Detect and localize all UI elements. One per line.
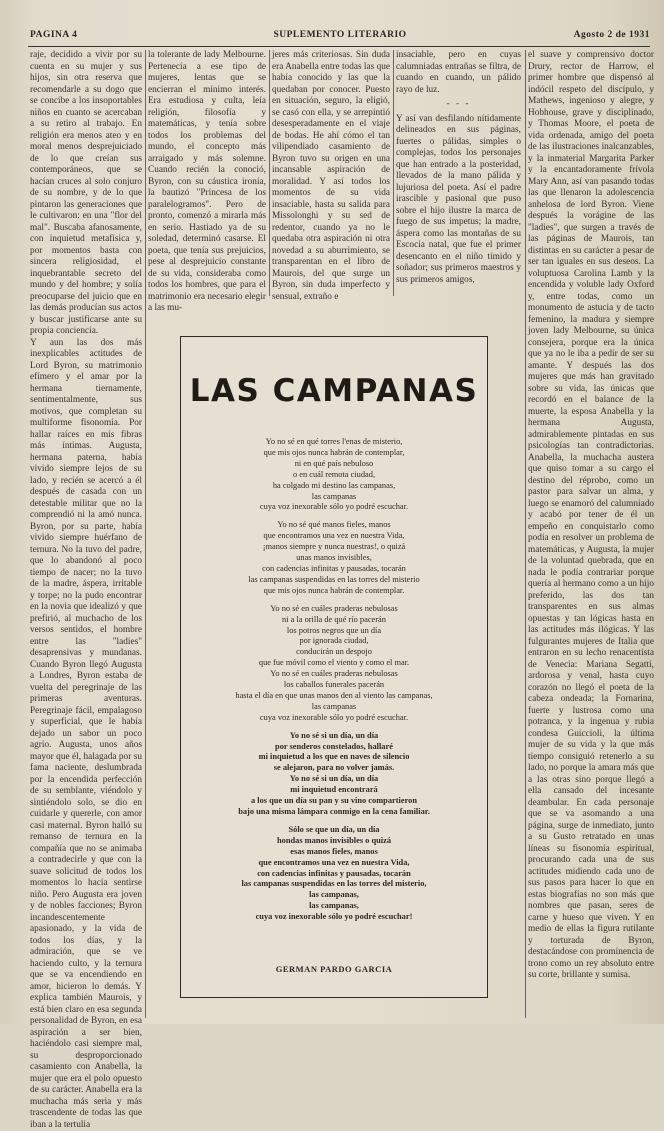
column-divider (269, 50, 270, 296)
poem-line: Sólo se que un día, un día (191, 825, 477, 836)
column-divider (145, 50, 146, 1018)
poem-title: LAS CAMPANAS (181, 373, 487, 409)
poem-line: los potros negros que un día (191, 626, 477, 637)
article-paragraph: raje, decidido a vivir por su cuenta en su mujer y sus hijos, sin otra reserva que recomendarle a su dogo que se concibe a los insoportables niños en cuanto se acercaban a su retiro al trabajo. En religión era menos ateo y en moral menos desprejuiciado de lo que creían sus contemporáneos, que se hacían cruces al solo conjuro de su nombre, y de lo que pintaron las generaciones que le cultivaron: en una "flor del mal". Buscaba afanosamente, con inquietud metafísica y, por momentos basta con sincera religiosidad, el inquebrantable secreto del mundo y del hombre; y solía preocuparse del juicio que en las demás producían sus actos y buscar justificarse ante su propia conciencia. (30, 50, 142, 338)
poem-line: Yo no sé si un día, un día (191, 774, 477, 785)
article-paragraph: el suave y comprensivo doctor Drury, rector de Harrow, el primer hombre que dispensó al indócil respeto del discípulo, y Mathews, ingenioso y alegre, y Hobhouse, grave y disciplinado, y Thomas Moore, el poeta de vida ordenada, amigo del poeta de las ilustraciones inalcanzables, y la inmaterial Margarita Parker y la encantadoramente frívola Mary Ann, así van pasando todas las que llenaron la adolescencia anhelosa de lord Byron. Viene después la vorágine de las "ladies", que surgen a través de las páginas de Maurois, tan distintas en su carácter a pesar de ser tan iguales en sus deseos. La voluptuosa Carolina Lamb y la encendida y voluble lady Oxford y, entre todas, como un monumento de astucia y de tacto femenino, la madura y siempre joven lady Melbourne, su única consejera, porque era la única que ya no le iba a pedir de ser su amante. Y después las dos mujeres que más han gravitado sobre su vida, las únicas que recordó en el balance de la muerte, la esposa Anabella y la hermana Augusta, admirablemente pintadas en sus psicologías tan contradictorias. Anabella, la muchacha austera que quiso tomar a su cargo el destino del réprobo, como un pastor para salvar un alma, y luego se enamoró del calumniado y acabó por tener de él un empeño en conquistarlo como podía en resolver un problema de matemáticas, y Augusta, la mujer de la voluntad quebrada, que en nada le podía contrariar porque quería al hermano como a un hijo preferido, las dos tan transparentes en sus almas opuestas y tan lógicas hasta en las actitudes más ilógicas. Y las fulgurantes mujeres de Italia que entraron en su lecho renacentista de Venecia: Mariana Segatti, ardorosa y venal, hasta cuyo corazón no llegó el poeta de la cabeza ondeada; la Fornarina, fuerte y lustrosa como una potranca, y la ingenua y rubia condesa Guiccioli, la última mujer de su vida y la que más tiempo consiguió retenerlo a su lado, no porque la amara más que a las otras sino porque llegó a ella cansado del incesante deambular. En cada personaje que se va asomando a una página, surge de inmediato, junto a su Gusto retratado en unas líneas su fisonomía espiritual, procurando cada una de sus actitudes midiendo cada uno de sus pasos para hacer lo que en estas biografías no son más que nombres que pasan, seres de carne y hueso que viven. Y en medio de ellas la figura rutilante y torturada de Byron, destacándose con prominencia de trono como un rey absoluto entre su corte, brillante y sumisa. (528, 50, 654, 982)
poem-box (180, 336, 488, 998)
article-column-1 (30, 50, 142, 1018)
poem-line: Yo no sé qué manos fieles, manos (191, 520, 477, 531)
poem-line: ¡manos siempre y nunca nuestras!, o quizá (191, 542, 477, 553)
poem-line: que fue móvil como el viento y como el mar. (191, 658, 477, 669)
poem-stanza (191, 604, 477, 724)
poem-line: mi inquietud a los que en naves de silencio (191, 752, 477, 763)
article-paragraph: jeres más criteriosas. Sin duda era Anabella entre todas las que había conocido y las que la quedaban por conocer. Puesto en situación, seguro, la eligió, se casó con ella, y se arrepintió desesperadamente en el viaje de bodas. He ahí cómo el tan vilipendiado casamiento de Byron tuvo su origen en una incansable aspiración de moralidad. Y así todos los momentos de su vida insaciable, hasta su salida para Missolonghi y su sed de redentor, cuando ya no le quedaba otra aspiración ni otra novedad a su aburrimiento, se transparentan en el libro de Maurois, del que surge un Byron, sin duda imperfecto y sensual, extraño e (272, 50, 390, 303)
header-rule (28, 46, 650, 47)
page-header (30, 30, 650, 44)
poem-line: cuya voz inexorable sólo yo podré escuchar. (191, 713, 477, 724)
poem-stanza (191, 825, 477, 923)
article-column-2 (148, 50, 266, 296)
column-divider (525, 50, 526, 1018)
article-column-4 (396, 50, 521, 296)
article-paragraph: insaciable, pero en cuyas calumniadas entrañas se filtra, de cuando en cuando, un pálido rayo de luz. (396, 50, 521, 96)
poem-line: cuya voz inexorable sólo yo podré escuchar. (191, 502, 477, 513)
poem-stanza (191, 731, 477, 818)
article-paragraph: la tolerante de lady Melbourne. Pertenecía a ese tipo de mujeres, lentas que se encierran el mínimo interés. Era estudiosa y culta, leía religión, filosofía y matemáticas, y tenía sobre todos los problemas del mundo, el concepto más arraigado y más solemne. Cuando recién la conoció, Byron, con su cáustica ironía, la bautizó "Princesa de los paralelogramos". Pero de pronto, comenzó a mirarla más en serio. Hastiado ya de su soledad, determinó casarse. El poeta, que tenía sus prejuicios, pese al desprejuicio constante de su vida, consideraba como todos los hombres, que para el matrimonio era necesario elegir a las mu- (148, 50, 266, 315)
poem-line: las campanas, (191, 901, 477, 912)
poem-line: ha colgado mi destino las campanas, (191, 481, 477, 492)
poem-line: conducirán un despojo (191, 647, 477, 658)
page-number: PAGINA 4 (30, 30, 77, 40)
poem-line: las campanas (191, 702, 477, 713)
poem-line: con cadencias infinitas y pausadas, tocarán (191, 869, 477, 880)
issue-date: Agosto 2 de 1931 (574, 30, 650, 40)
article-column-5 (528, 50, 654, 1018)
poem-line: Yo no sé en cuáles praderas nebulosas (191, 669, 477, 680)
poem-line: los caballos funerales pacerán (191, 680, 477, 691)
article-paragraph: Y así van desfilando nítidamente delineados en sus páginas, fuertes o pálidas, simples o complejas, todos los personajes que han entrado a la posteridad, llevados de la mano pálida y lujuriosa del poeta. Así el padre irascible y pasional que puso sobre el hijo ilustre la marca de fuego de sus impetus; la madre, áspera como las montañas de su Escocia natal, que fue el primer desencanto en el niño tímido y soñador; sus primeros maestros y sus primeros amigos, (396, 114, 521, 287)
poem-line: que encontramos una vez en nuestra Vida, (191, 531, 477, 542)
article-column-3 (272, 50, 390, 296)
poem-line: hasta el día en que unas manos den al viento las campanas, (191, 691, 477, 702)
poem-line: mi inquietud encontrará (191, 785, 477, 796)
poem-stanza (191, 520, 477, 596)
poem-line: las campanas, (191, 890, 477, 901)
poem-line: que encontramos una vez en nuestra Vida, (191, 858, 477, 869)
poem-line: bajo una misma lámpara conmigo en la cena familiar. (191, 807, 477, 818)
poem-line: que mis ojos nunca habrán de contemplar, (191, 448, 477, 459)
poem-line: se alejaron, para no volver jamás. (191, 763, 477, 774)
poem-line: Yo no sé si un día, un día (191, 731, 477, 742)
poem-line: las campanas suspendidas en las torres del misterio (191, 575, 477, 586)
poem-line: que mis ojos nunca habrán de contemplar. (191, 586, 477, 597)
poem-line: a los que un día su pan y su vino compartieron (191, 796, 477, 807)
poem-stanza (191, 437, 477, 513)
poem-line: Yo no sé en cuáles praderas nebulosas (191, 604, 477, 615)
poem-line: las campanas (191, 492, 477, 503)
poem-line: ni a la orilla de qué río pacerán (191, 615, 477, 626)
poem-line: hondas manos invisibles o quizá (191, 836, 477, 847)
poem-line: por ignorada ciudad, (191, 636, 477, 647)
poem-line: o en cuál remota ciudad, (191, 470, 477, 481)
poem-author: GERMAN PARDO GARCIA (181, 964, 487, 974)
article-paragraph: Y aun las dos más inexplicables actitudes de Lord Byron, su matrimonio efímero y el amar por la hermana tiernamente, sentimentalmente, sus motivos, que completan su multiforme fisonomía. Por hallar raíces en mis fibras más íntimas. Augusta, hermana paterna, había vivido siempre lejos de su lado, y recién se acercó a él después de casada con un detestable militar que no la comprendió ni la amó nunca. Byron, por su parte, había vivido siempre huérfano de ternura. No la tuvo del padre, que lo abandonó al poco tiempo de nacer; no la tuvo de la madre, áspera, irritable y torpe; no la pudo encontrar en la novia que idealizó y que prefirió, al muchacho de los versos sentidos, el hombre entre las "ladies" desaprensivas y mundanas. Cuando Byron llegó Augusta a Londres, Byron estaba de vuelta del peregrinaje de las primeras aventuras. Peregrinaje fácil, empalagoso y superficial, que le había dejado un sabor un poco agrio. Augusta, unos años mayor que él, halagada por su fama naciente, deslumbrada por la encendida perfección de su semblante, viéndolo y sintiéndolo solo, se dio en cuidarle y quererle, con amor casi maternal. Byron halló su remanso de ternura en la compañía que no se animaba a contradecirle y que con la suave solicitud de todos los momentos lo hacía sentirse niño. Pero Augusta era joven y de nobles facciones; Byron incandescentemente apasionado, y la vida de todos los días, y la admiración, que se ve haciendo culto, y la ternura que se va encendiendo en amor, hicieron lo demás. Y explica también Maurois, y está bien claro en esa segunda personalidad de Byron, en esa aspiración a ser bien, haciéndolo casi siempre mal, su desproporcionado casamiento con Anabella, la mujer que era el polo opuesto de su carácter. Anabella era la muchacha más seria y más trascendente de todas las que iban a la tertulia (30, 338, 142, 1131)
poem-line: por senderos constelados, hallaré (191, 742, 477, 753)
poem-line: con cadencias infinitas y pausadas, tocarán (191, 564, 477, 575)
poem-line: las campanas suspendidas en las torres del misterio, (191, 879, 477, 890)
poem-line: cuya voz inexorable sólo yo podré escuchar! (191, 912, 477, 923)
poem-line: unas manos invisibles, (191, 553, 477, 564)
poem-body (191, 437, 477, 930)
poem-line: esas manos fieles, manos (191, 847, 477, 858)
section-separator: - - - (396, 99, 521, 111)
poem-line: Yo no sé en qué torres l'enas de misterio, (191, 437, 477, 448)
poem-line: ni en qué país nebuloso (191, 459, 477, 470)
publication-title: SUPLEMENTO LITERARIO (30, 30, 650, 40)
column-divider (393, 50, 394, 296)
